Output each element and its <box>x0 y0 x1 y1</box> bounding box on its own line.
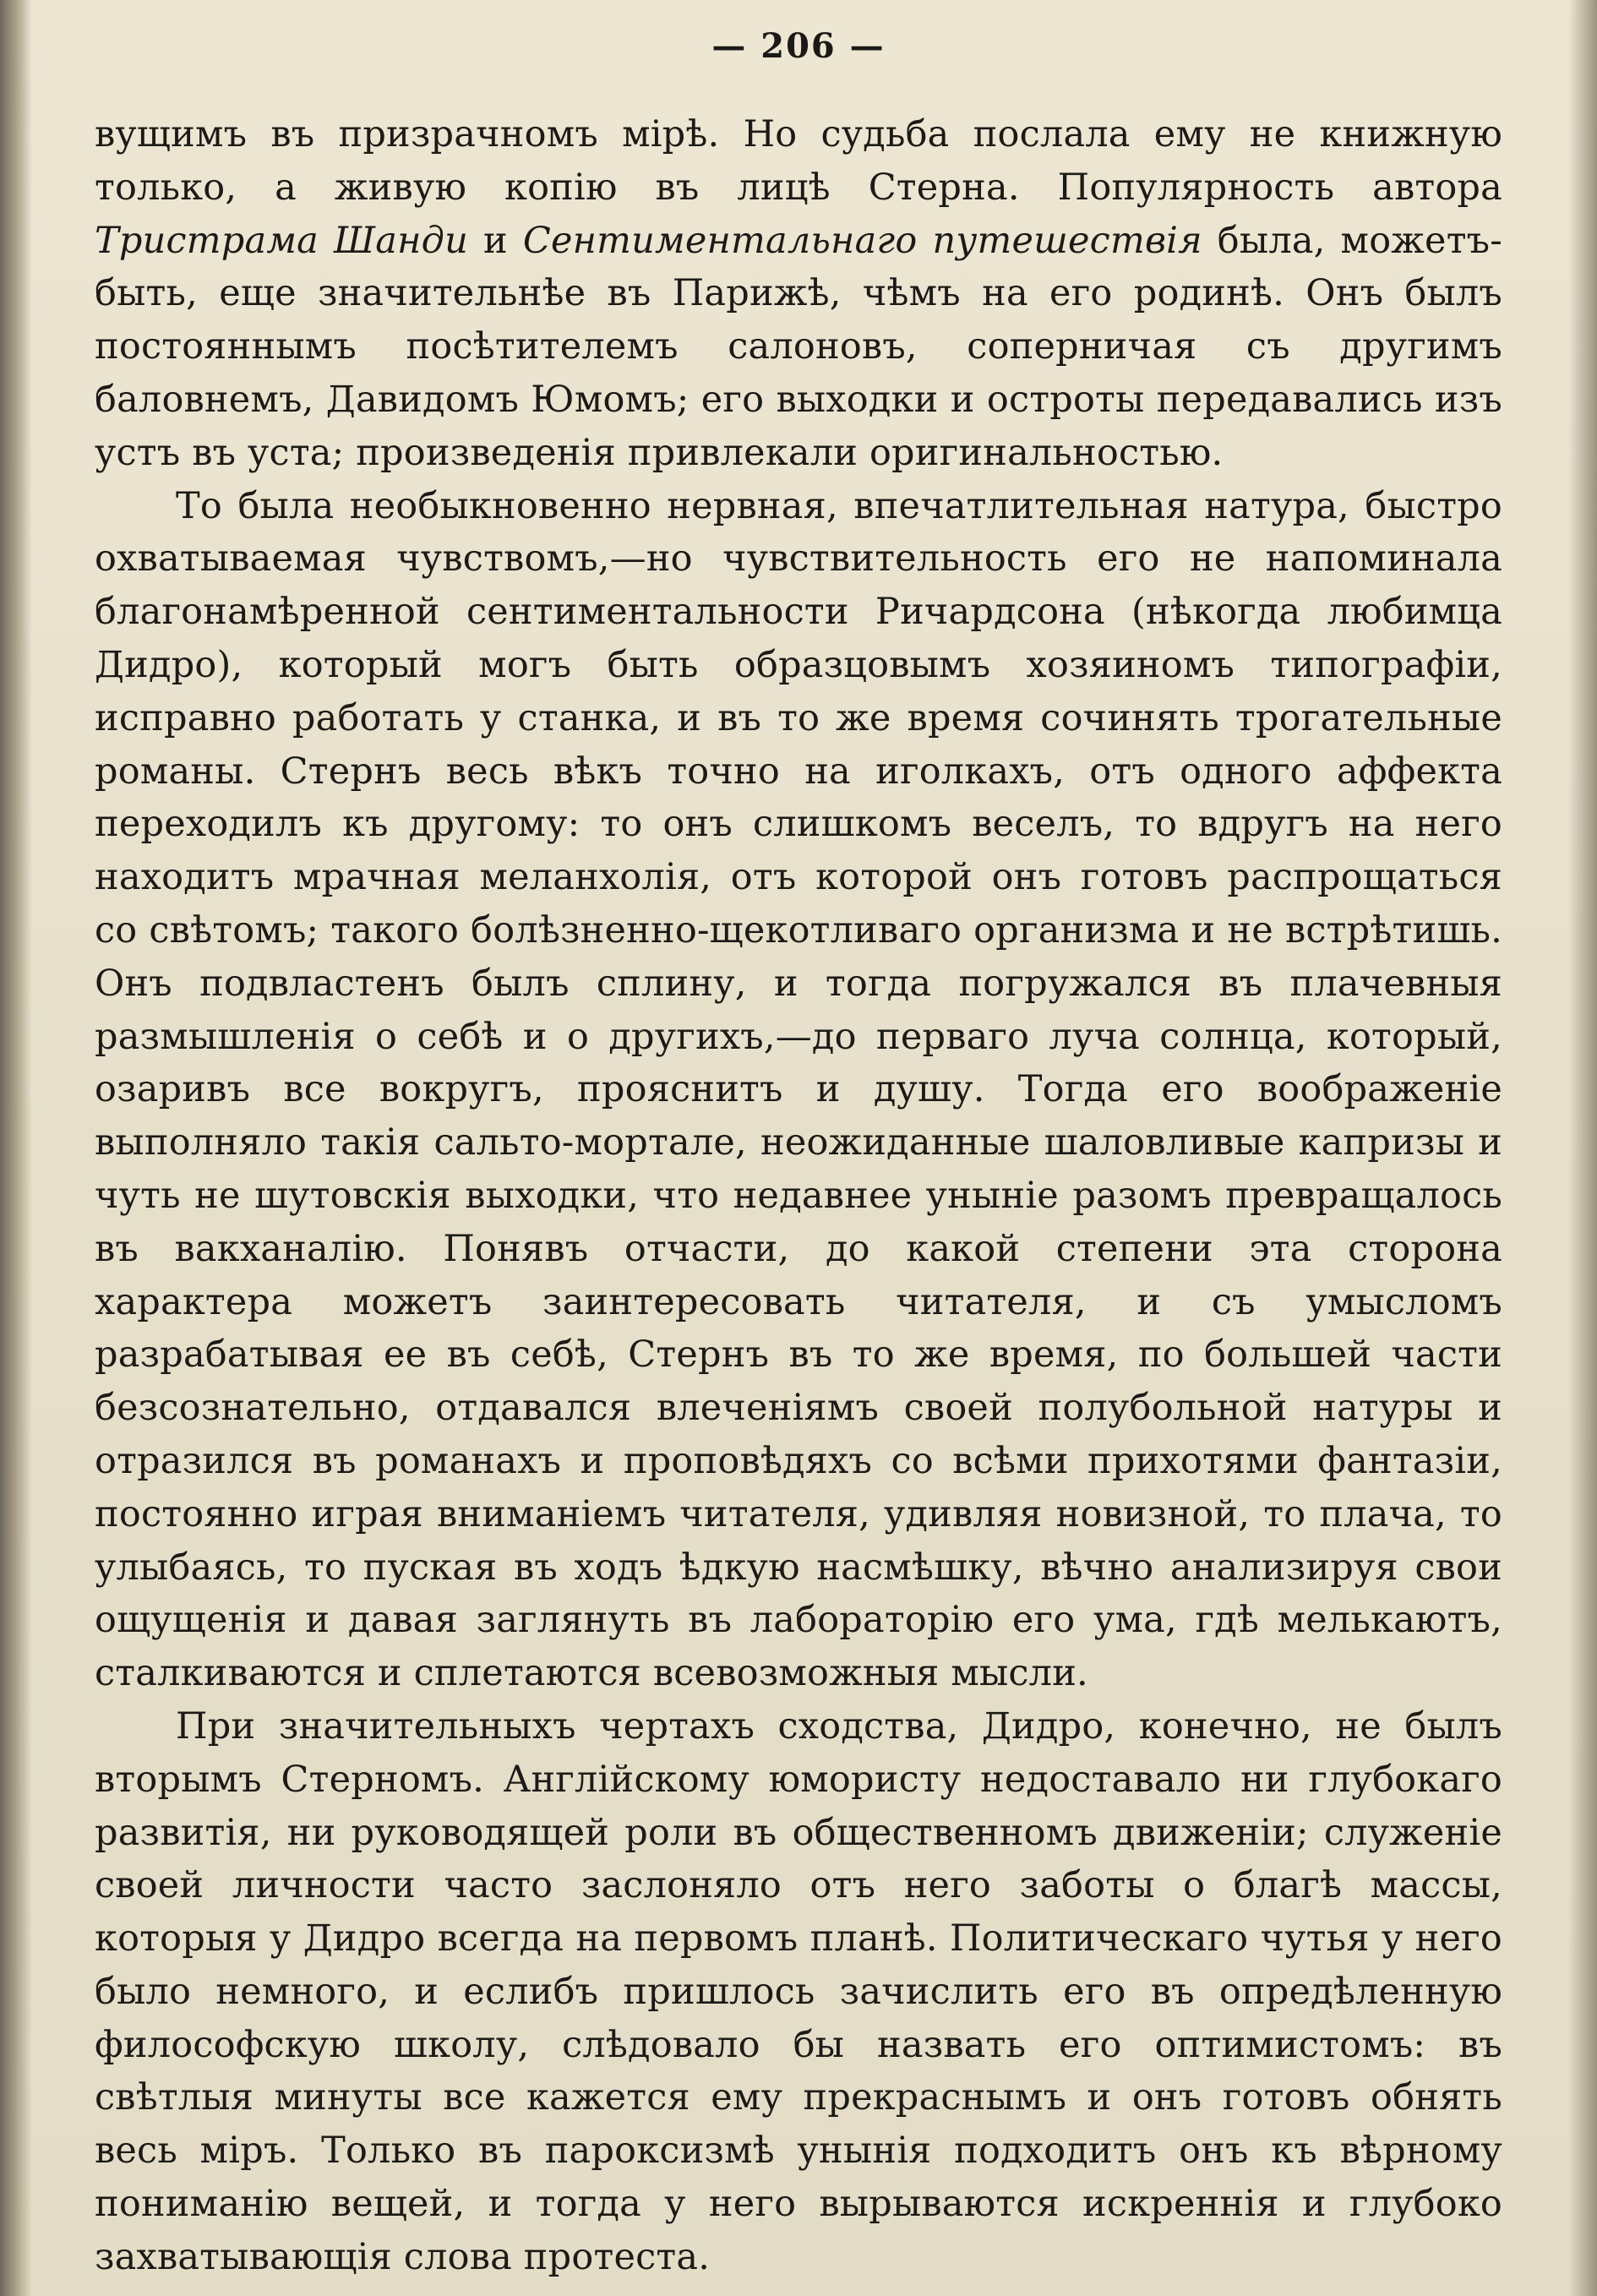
paragraph-3: При значительныхъ чертахъ сходства, Дидро, конечно, не былъ вторымъ Стерномъ. Англійскому юмористу недоставало ни глубокаго развитія, ни руководящей роли въ общественномъ движеніи; служеніе своей личности часто заслоняло отъ него заботы о благѣ массы, которыя у Дидро всегда на первомъ планѣ. Политическаго чутья у него было немного, и еслибъ пришлось зачислить его въ опредѣленную философскую школу, слѣдовало бы назвать его оптимистомъ: въ свѣтлыя минуты все кажется ему прекраснымъ и онъ готовъ обнять весь міръ. Только въ пароксизмѣ унынія подходитъ онъ къ вѣрному пониманію вещей, и тогда у него вырываются искреннія и глубоко захватывающія слова протеста. <box>95 1704 1502 2278</box>
body-text <box>95 108 1502 2284</box>
paragraph-1-segment-1: вущимъ въ призрачномъ мірѣ. Но судьба послала ему не книжную только, а живую копію въ лицѣ Стерна. Популярность автора <box>95 113 1502 209</box>
page-left-edge-shadow <box>0 0 32 2296</box>
book-title-tristram-shandy: Тристрама Шанди <box>95 219 468 262</box>
paragraph-1-segment-2: и <box>468 219 523 262</box>
paragraph-1 <box>95 108 1502 480</box>
page-number: — 206 — <box>711 26 886 66</box>
paragraph-1-segment-3: была, можетъ-быть, еще значительнѣе въ Парижѣ, чѣмъ на его родинѣ. Онъ былъ постояннымъ посѣтителемъ салоновъ, соперничая съ другимъ баловнемъ, Давидомъ Юмомъ; его выходки и остроты передавались изъ устъ въ уста; произведенія привлекали оригинальностью. <box>95 219 1502 474</box>
paragraph-2: То была необыкновенно нервная, впечатлительная натура, быстро охватываемая чувствомъ,—но чувствительность его не напоминала благонамѣренной сентиментальности Ричардсона (нѣкогда любимца Дидро), который могъ быть образцовымъ хозяиномъ типографіи, исправно работать у станка, и въ то же время сочинять трогательные романы. Стернъ весь вѣкъ точно на иголкахъ, отъ одного аффекта переходилъ къ другому: то онъ слишкомъ веселъ, то вдругъ на него находитъ мрачная меланхолія, отъ которой онъ готовъ распрощаться со свѣтомъ; такого болѣзненно-щекотливаго организма и не встрѣтишь. Онъ подвластенъ былъ сплину, и тогда погружался въ плачевныя размышленія о себѣ и о другихъ,—до перваго луча солнца, который, озаривъ все вокругъ, прояснитъ и душу. Тогда его воображеніе выполняло такія сальто-мортале, неожиданные шаловливые капризы и чуть не шутовскія выходки, что недавнее уныніе разомъ превращалось въ вакханалію. Понявъ отчасти, до какой степени эта сторона характера можетъ заинтересовать читателя, и съ умысломъ разрабатывая ее въ себѣ, Стернъ въ то же время, по большей части безсознательно, отдавался влеченіямъ своей полубольной натуры и отразился въ романахъ и проповѣдяхъ со всѣми прихотями фантазіи, постоянно играя вниманіемъ читателя, удивляя новизной, то плача, то улыбаясь, то пуская въ ходъ ѣдкую насмѣшку, вѣчно анализируя свои ощущенія и давая заглянуть въ лабораторію его ума, гдѣ мелькаютъ, сталкиваются и сплетаются всевозможныя мысли. <box>95 484 1502 1695</box>
book-title-sentimental-journey: Сентиментальнаго путешествія <box>522 219 1202 262</box>
page-right-edge-shadow <box>1568 0 1597 2296</box>
